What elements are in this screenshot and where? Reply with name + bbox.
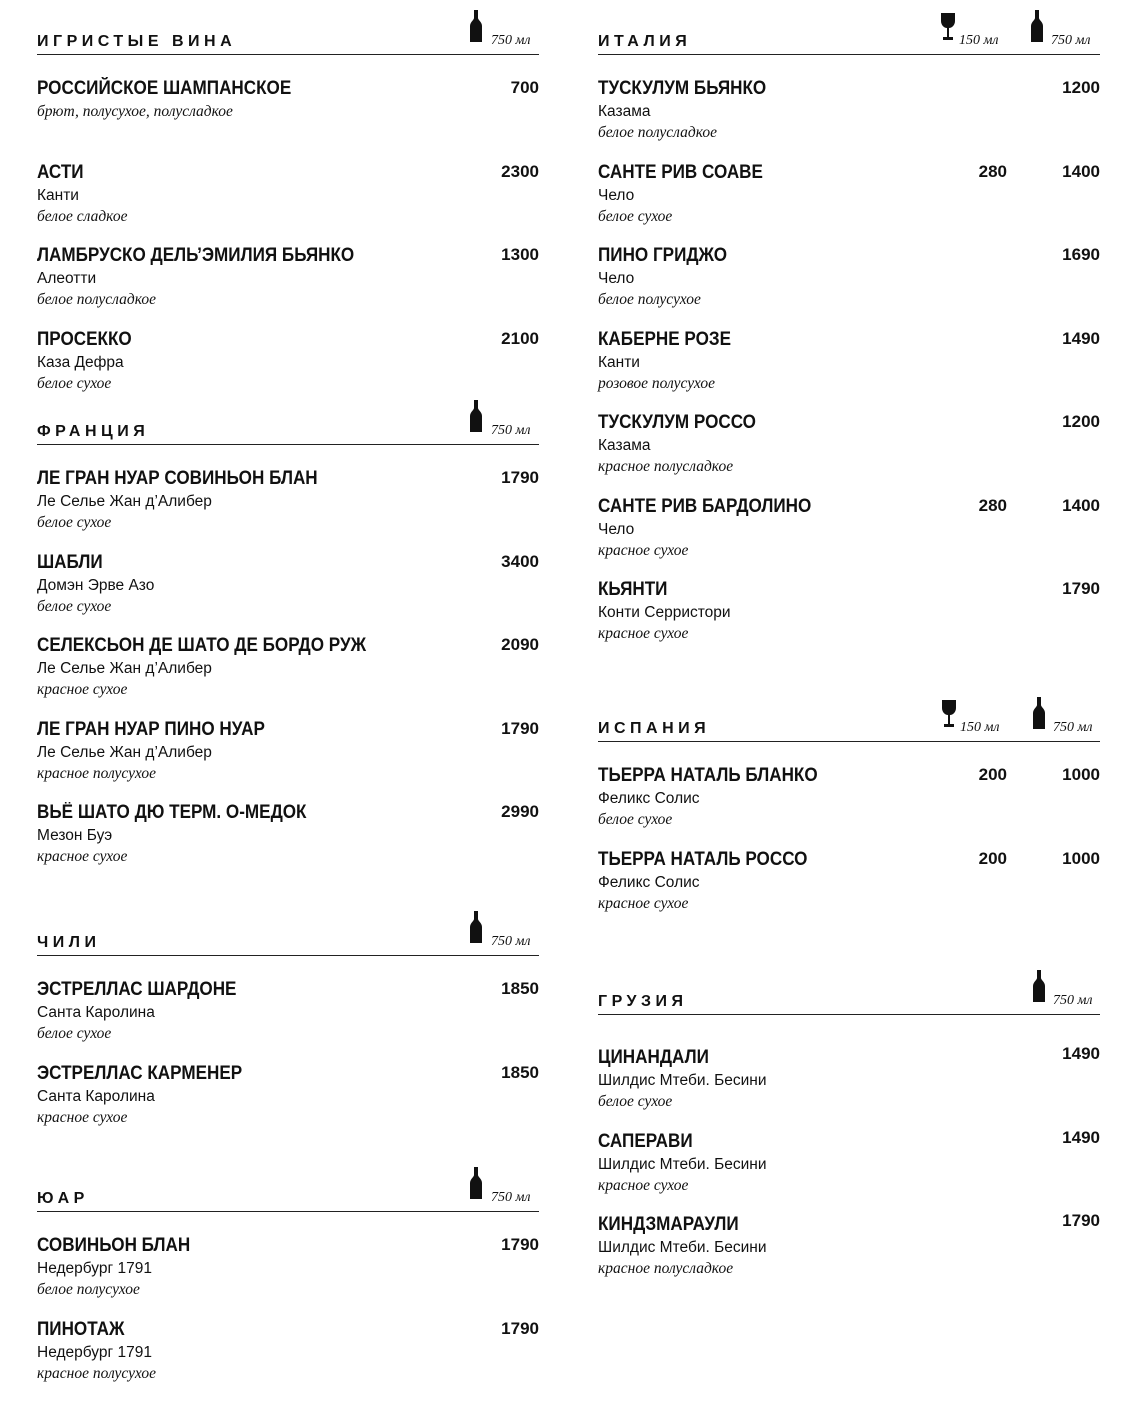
wine-name: ТЬЕРРА НАТАЛЬ БЛАНКО bbox=[598, 764, 818, 788]
section-title: ИСПАНИЯ bbox=[598, 719, 710, 739]
wine-style: красное сухое bbox=[598, 894, 688, 914]
volume-label: 150 мл bbox=[960, 720, 1000, 736]
wine-name: ШАБЛИ bbox=[37, 551, 103, 575]
wine-producer: Алеотти bbox=[37, 269, 96, 289]
wine-producer: Канти bbox=[598, 353, 640, 373]
list-item bbox=[37, 718, 539, 802]
bottle-price: 1790 bbox=[449, 1234, 539, 1256]
wine-name: САНТЕ РИВ БАРДОЛИНО bbox=[598, 495, 811, 519]
bottle-price: 1490 bbox=[1010, 1043, 1100, 1065]
list-item bbox=[598, 848, 1100, 932]
bottle-price: 1400 bbox=[1010, 495, 1100, 517]
list-item bbox=[598, 244, 1100, 328]
wine-producer: Недербург 1791 bbox=[37, 1259, 152, 1279]
wine-style: белое сухое bbox=[598, 1092, 672, 1112]
section-italy bbox=[598, 10, 1100, 662]
bottle-price: 1850 bbox=[449, 978, 539, 1000]
wine-producer: Казама bbox=[598, 102, 650, 122]
section-title: ФРАНЦИЯ bbox=[37, 422, 149, 442]
section-header bbox=[37, 400, 539, 445]
wine-style: красное полусухое bbox=[37, 1364, 156, 1384]
wine-producer: Шилдис Мтеби. Бесини bbox=[598, 1238, 767, 1258]
volume-label: 750 мл bbox=[491, 423, 531, 439]
wine-style: брют, полусухое, полусладкое bbox=[37, 102, 233, 122]
wine-style: розовое полусухое bbox=[598, 374, 715, 394]
wine-name: САНТЕ РИВ СОАВЕ bbox=[598, 161, 763, 185]
bottle-icon bbox=[470, 10, 482, 42]
section-header bbox=[598, 697, 1100, 742]
wine-glass-icon bbox=[940, 13, 956, 41]
section-header bbox=[37, 1167, 539, 1212]
wine-name: ТУСКУЛУМ РОССО bbox=[598, 411, 756, 435]
wine-style: красное полусухое bbox=[37, 764, 156, 784]
section-south-africa bbox=[37, 1167, 539, 1401]
wine-name: АСТИ bbox=[37, 161, 84, 185]
wine-style: белое сухое bbox=[598, 810, 672, 830]
wine-name: СОВИНЬОН БЛАН bbox=[37, 1234, 190, 1258]
section-title: ИТАЛИЯ bbox=[598, 32, 691, 52]
bottle-price: 1790 bbox=[449, 1318, 539, 1340]
list-item bbox=[37, 801, 539, 885]
wine-producer: Ле Селье Жан д’Алибер bbox=[37, 659, 212, 679]
wine-name: КЬЯНТИ bbox=[598, 578, 667, 602]
list-item bbox=[598, 578, 1100, 662]
bottle-price: 2090 bbox=[449, 634, 539, 656]
wine-style: белое сухое bbox=[37, 597, 111, 617]
wine-producer: Ле Селье Жан д’Алибер bbox=[37, 492, 212, 512]
bottle-icon bbox=[470, 911, 482, 943]
wine-producer: Санта Каролина bbox=[37, 1087, 155, 1107]
section-header bbox=[598, 970, 1100, 1015]
section-title: ГРУЗИЯ bbox=[598, 992, 688, 1012]
section-sparkling bbox=[37, 10, 539, 411]
bottle-price: 1000 bbox=[1010, 764, 1100, 786]
wine-producer: Чело bbox=[598, 520, 634, 540]
bottle-price: 1200 bbox=[1010, 77, 1100, 99]
glass-price: 280 bbox=[927, 495, 1007, 517]
list-item bbox=[598, 1130, 1100, 1214]
bottle-price: 1790 bbox=[449, 467, 539, 489]
wine-style: красное сухое bbox=[37, 847, 127, 867]
wine-producer: Домэн Эрве Азо bbox=[37, 576, 154, 596]
wine-name: ПРОСЕККО bbox=[37, 328, 132, 352]
wine-name: САПЕРАВИ bbox=[598, 1130, 693, 1154]
wine-producer: Недербург 1791 bbox=[37, 1343, 152, 1363]
wine-name: СЕЛЕКСЬОН ДЕ ШАТО ДЕ БОРДО РУЖ bbox=[37, 634, 366, 658]
wine-producer: Шилдис Мтеби. Бесини bbox=[598, 1155, 767, 1175]
list-item bbox=[37, 634, 539, 718]
wine-style: красное сухое bbox=[37, 1108, 127, 1128]
list-item bbox=[37, 161, 539, 245]
wine-producer: Ле Селье Жан д’Алибер bbox=[37, 743, 212, 763]
section-georgia bbox=[598, 970, 1100, 1297]
wine-style: красное полусладкое bbox=[598, 1259, 733, 1279]
bottle-price: 2100 bbox=[449, 328, 539, 350]
list-item bbox=[37, 1062, 539, 1146]
section-header bbox=[598, 10, 1100, 55]
bottle-price: 3400 bbox=[449, 551, 539, 573]
bottle-price: 1000 bbox=[1010, 848, 1100, 870]
volume-label: 750 мл bbox=[491, 1190, 531, 1206]
list-item bbox=[37, 1234, 539, 1318]
wine-style: белое сладкое bbox=[37, 207, 127, 227]
wine-name: ЭСТРЕЛЛАС КАРМЕНЕР bbox=[37, 1062, 242, 1086]
volume-label: 750 мл bbox=[491, 934, 531, 950]
wine-producer: Санта Каролина bbox=[37, 1003, 155, 1023]
section-header bbox=[37, 911, 539, 956]
wine-name: ПИНОТАЖ bbox=[37, 1318, 124, 1342]
list-item bbox=[37, 551, 539, 635]
section-title: ЧИЛИ bbox=[37, 933, 100, 953]
wine-style: белое сухое bbox=[37, 1024, 111, 1044]
section-chile bbox=[37, 911, 539, 1145]
wine-name: КАБЕРНЕ РОЗЕ bbox=[598, 328, 731, 352]
bottle-icon bbox=[470, 400, 482, 432]
wine-producer: Казама bbox=[598, 436, 650, 456]
wine-style: белое сухое bbox=[598, 207, 672, 227]
section-title: ИГРИСТЫЕ ВИНА bbox=[37, 32, 236, 52]
wine-name: ЦИНАНДАЛИ bbox=[598, 1046, 709, 1070]
bottle-price: 1400 bbox=[1010, 161, 1100, 183]
bottle-price: 2300 bbox=[449, 161, 539, 183]
wine-name: РОССИЙСКОЕ ШАМПАНСКОЕ bbox=[37, 77, 291, 101]
wine-style: красное сухое bbox=[598, 541, 688, 561]
wine-name: ЛЕ ГРАН НУАР ПИНО НУАР bbox=[37, 718, 265, 742]
wine-style: красное сухое bbox=[37, 680, 127, 700]
wine-producer: Феликс Солис bbox=[598, 789, 700, 809]
bottle-price: 1790 bbox=[449, 718, 539, 740]
list-item bbox=[598, 411, 1100, 495]
wine-producer: Чело bbox=[598, 269, 634, 289]
list-item bbox=[598, 495, 1100, 579]
wine-style: белое сухое bbox=[37, 374, 111, 394]
wine-name: ТУСКУЛУМ БЬЯНКО bbox=[598, 77, 766, 101]
bottle-icon bbox=[470, 1167, 482, 1199]
bottle-price: 700 bbox=[449, 77, 539, 99]
bottle-icon bbox=[1031, 10, 1043, 42]
wine-name: ПИНО ГРИДЖО bbox=[598, 244, 727, 268]
wine-producer: Каза Дефра bbox=[37, 353, 124, 373]
bottle-price: 2990 bbox=[449, 801, 539, 823]
wine-style: красное полусладкое bbox=[598, 457, 733, 477]
section-header bbox=[37, 10, 539, 55]
list-item bbox=[598, 328, 1100, 412]
wine-style: красное сухое bbox=[598, 1176, 688, 1196]
volume-label: 750 мл bbox=[491, 33, 531, 49]
bottle-price: 1690 bbox=[1010, 244, 1100, 266]
bottle-price: 1200 bbox=[1010, 411, 1100, 433]
bottle-price: 1850 bbox=[449, 1062, 539, 1084]
wine-producer: Чело bbox=[598, 186, 634, 206]
section-spain bbox=[598, 697, 1100, 931]
wine-style: белое полусухое bbox=[37, 1280, 140, 1300]
bottle-price: 1490 bbox=[1010, 1127, 1100, 1149]
list-item bbox=[37, 244, 539, 328]
wine-producer: Конти Серристори bbox=[598, 603, 731, 623]
wine-producer: Канти bbox=[37, 186, 79, 206]
list-item bbox=[37, 328, 539, 412]
wine-name: КИНДЗМАРАУЛИ bbox=[598, 1213, 739, 1237]
bottle-icon bbox=[1033, 970, 1045, 1002]
section-title: ЮАР bbox=[37, 1189, 89, 1209]
wine-style: красное сухое bbox=[598, 624, 688, 644]
wine-style: белое полусладкое bbox=[598, 123, 717, 143]
glass-price: 200 bbox=[927, 764, 1007, 786]
wine-style: белое полусухое bbox=[598, 290, 701, 310]
glass-price: 280 bbox=[927, 161, 1007, 183]
list-item bbox=[37, 77, 539, 161]
bottle-price: 1790 bbox=[1010, 578, 1100, 600]
list-item bbox=[598, 764, 1100, 848]
list-item bbox=[37, 1318, 539, 1401]
bottle-price: 1790 bbox=[1010, 1210, 1100, 1232]
wine-name: ВЬЁ ШАТО ДЮ ТЕРМ. О-МЕДОК bbox=[37, 801, 306, 825]
glass-price: 200 bbox=[927, 848, 1007, 870]
wine-producer: Шилдис Мтеби. Бесини bbox=[598, 1071, 767, 1091]
volume-label: 750 мл bbox=[1053, 720, 1093, 736]
wine-producer: Мезон Буэ bbox=[37, 826, 112, 846]
wine-producer: Феликс Солис bbox=[598, 873, 700, 893]
list-item bbox=[598, 77, 1100, 161]
bottle-price: 1300 bbox=[449, 244, 539, 266]
wine-name: ЭСТРЕЛЛАС ШАРДОНЕ bbox=[37, 978, 236, 1002]
wine-name: ЛЕ ГРАН НУАР СОВИНЬОН БЛАН bbox=[37, 467, 318, 491]
volume-label: 150 мл bbox=[959, 33, 999, 49]
wine-style: белое полусладкое bbox=[37, 290, 156, 310]
list-item bbox=[37, 467, 539, 551]
wine-name: ТЬЕРРА НАТАЛЬ РОССО bbox=[598, 848, 807, 872]
section-france bbox=[37, 400, 539, 885]
volume-label: 750 мл bbox=[1053, 993, 1093, 1009]
bottle-icon bbox=[1033, 697, 1045, 729]
wine-glass-icon bbox=[941, 700, 957, 728]
list-item bbox=[598, 1213, 1100, 1297]
wine-name: ЛАМБРУСКО ДЕЛЬ’ЭМИЛИЯ БЬЯНКО bbox=[37, 244, 354, 268]
list-item bbox=[598, 1046, 1100, 1130]
list-item bbox=[37, 978, 539, 1062]
bottle-price: 1490 bbox=[1010, 328, 1100, 350]
volume-label: 750 мл bbox=[1051, 33, 1091, 49]
list-item bbox=[598, 161, 1100, 245]
wine-style: белое сухое bbox=[37, 513, 111, 533]
